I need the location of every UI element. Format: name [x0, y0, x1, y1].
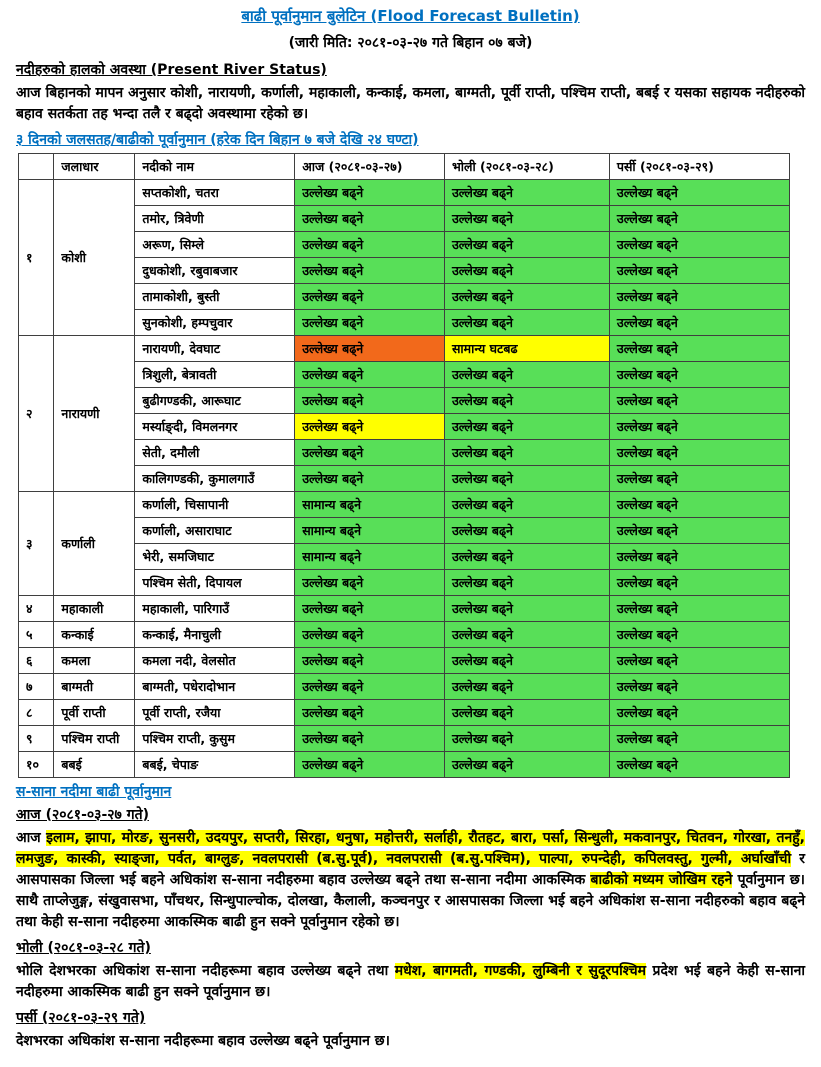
river-name-cell: सुनकोशी, हम्पचुवार	[135, 310, 295, 336]
basin-name-cell: पूर्वी राप्ती	[54, 700, 135, 726]
column-header-basin: जलाधार	[54, 154, 135, 180]
forecast-cell: उल्लेख्य बढ्ने	[609, 180, 789, 206]
forecast-cell: उल्लेख्य बढ्ने	[609, 648, 789, 674]
forecast-cell: उल्लेख्य बढ्ने	[295, 570, 445, 596]
forecast-cell: उल्लेख्य बढ्ने	[609, 518, 789, 544]
basin-sn-cell: १०	[19, 752, 54, 778]
river-name-cell: बाग्मती, पधेरादोभान	[135, 674, 295, 700]
plain-text: प्रदेश भई बहने केही स-साना नदीहरुमा आकस्मिक बाढी हुन सक्ने पूर्वानुमान छ।	[16, 963, 806, 1000]
basin-name-cell: बाग्मती	[54, 674, 135, 700]
forecast-cell: सामान्य बढ्ने	[295, 492, 445, 518]
forecast-cell: उल्लेख्य बढ्ने	[295, 674, 445, 700]
present-status-paragraph: आज बिहानको मापन अनुसार कोशी, नारायणी, कर्णाली, महाकाली, कन्काई, कमला, बाग्मती, पूर्वी राप्ती, पश्चिम राप्ती, बबई र यसका सहायक नदीहरुको बहाव सतर्कता तह भन्दा तलै र बढ्दो अवस्थामा रहेको छ।	[16, 85, 805, 122]
table-row	[19, 258, 790, 284]
forecast-cell: उल्लेख्य बढ्ने	[444, 544, 609, 570]
forecast-cell: सामान्य बढ्ने	[295, 518, 445, 544]
forecast-cell: उल्लेख्य बढ्ने	[609, 674, 789, 700]
basin-name-cell: बबई	[54, 752, 135, 778]
forecast-cell: उल्लेख्य बढ्ने	[295, 726, 445, 752]
forecast-cell: उल्लेख्य बढ्ने	[609, 700, 789, 726]
forecast-cell: उल्लेख्य बढ्ने	[444, 674, 609, 700]
river-name-cell: दुधकोशी, रबुवाबजार	[135, 258, 295, 284]
river-name-cell: अरूण, सिम्ले	[135, 232, 295, 258]
forecast-cell: उल्लेख्य बढ्ने	[295, 180, 445, 206]
table-row	[19, 648, 790, 674]
river-name-cell: कालिगण्डकी, कुमालगाउँ	[135, 466, 295, 492]
basin-name-cell: पश्चिम राप्ती	[54, 726, 135, 752]
forecast-cell: उल्लेख्य बढ्ने	[295, 284, 445, 310]
forecast-cell: उल्लेख्य बढ्ने	[609, 310, 789, 336]
forecast-cell: उल्लेख्य बढ्ने	[444, 258, 609, 284]
forecast-cell: उल्लेख्य बढ्ने	[444, 700, 609, 726]
forecast-cell: उल्लेख्य बढ्ने	[295, 440, 445, 466]
forecast-cell: उल्लेख्य बढ्ने	[444, 466, 609, 492]
basin-name-cell: कमला	[54, 648, 135, 674]
forecast-cell: उल्लेख्य बढ्ने	[609, 284, 789, 310]
small-rivers-heading: स-साना नदीमा बाढी पूर्वानुमान	[16, 784, 172, 800]
forecast-cell: उल्लेख्य बढ्ने	[444, 492, 609, 518]
river-name-cell: सप्तकोशी, चतरा	[135, 180, 295, 206]
highlighted-text: मधेश, बागमती, गण्डकी, लुम्बिनी र सुदूरपश्चिम	[394, 963, 646, 979]
river-name-cell: भेरी, समजिघाट	[135, 544, 295, 570]
forecast-cell: उल्लेख्य बढ्ने	[444, 232, 609, 258]
forecast-table-header-row	[19, 154, 790, 180]
forecast-cell: उल्लेख्य बढ्ने	[609, 388, 789, 414]
forecast-cell: उल्लेख्य बढ्ने	[444, 414, 609, 440]
table-row	[19, 570, 790, 596]
forecast-cell: उल्लेख्य बढ्ने	[444, 648, 609, 674]
river-name-cell: सेती, दमौली	[135, 440, 295, 466]
basin-sn-cell: ६	[19, 648, 54, 674]
forecast-cell: सामान्य बढ्ने	[295, 544, 445, 570]
table-row	[19, 440, 790, 466]
column-header-tomorrow: भोली (२०८१-०३-२८)	[444, 154, 609, 180]
forecast-cell: उल्लेख्य बढ्ने	[444, 362, 609, 388]
basin-name-cell: कोशी	[54, 180, 135, 336]
river-name-cell: पश्चिम सेती, दिपायल	[135, 570, 295, 596]
basin-sn-cell: ८	[19, 700, 54, 726]
column-header-sn	[19, 154, 54, 180]
river-name-cell: कर्णाली, चिसापानी	[135, 492, 295, 518]
forecast-cell: उल्लेख्य बढ्ने	[295, 232, 445, 258]
issued-date-line: (जारी मिति: २०८१-०३-२७ गते बिहान ०७ बजे)	[288, 35, 533, 51]
basin-sn-cell: २	[19, 336, 54, 492]
forecast-cell: उल्लेख्य बढ्ने	[295, 388, 445, 414]
forecast-cell: उल्लेख्य बढ्ने	[444, 284, 609, 310]
river-name-cell: त्रिशुली, बेत्रावती	[135, 362, 295, 388]
river-name-cell: नारायणी, देवघाट	[135, 336, 295, 362]
forecast-cell: उल्लेख्य बढ्ने	[609, 752, 789, 778]
forecast-cell: उल्लेख्य बढ्ने	[609, 622, 789, 648]
river-name-cell: कर्णाली, असाराघाट	[135, 518, 295, 544]
forecast-table-body	[19, 180, 790, 778]
plain-text: आज	[16, 830, 47, 846]
river-name-cell: कमला नदी, वेलसोत	[135, 648, 295, 674]
table-row	[19, 284, 790, 310]
forecast-cell: उल्लेख्य बढ्ने	[444, 440, 609, 466]
river-name-cell: बुढीगण्डकी, आरूघाट	[135, 388, 295, 414]
river-name-cell: तामाकोशी, बुस्ती	[135, 284, 295, 310]
forecast-cell: उल्लेख्य बढ्ने	[609, 492, 789, 518]
river-name-cell: मर्स्याङ्दी, विमलनगर	[135, 414, 295, 440]
forecast-table	[18, 153, 790, 778]
forecast-cell: उल्लेख्य बढ्ने	[444, 206, 609, 232]
table-row	[19, 362, 790, 388]
forecast-cell: उल्लेख्य बढ्ने	[609, 206, 789, 232]
basin-sn-cell: १	[19, 180, 54, 336]
tomorrow-paragraph	[16, 961, 805, 1003]
forecast-cell: उल्लेख्य बढ्ने	[444, 570, 609, 596]
table-row	[19, 232, 790, 258]
forecast-cell: उल्लेख्य बढ्ने	[444, 752, 609, 778]
table-row	[19, 336, 790, 362]
basin-sn-cell: ९	[19, 726, 54, 752]
forecast-cell: उल्लेख्य बढ्ने	[444, 596, 609, 622]
forecast-cell: उल्लेख्य बढ्ने	[295, 362, 445, 388]
basin-sn-cell: ७	[19, 674, 54, 700]
forecast-cell: उल्लेख्य बढ्ने	[295, 414, 445, 440]
plain-text: भोलि देशभरका अधिकांश स-साना नदीहरूमा बहाव उल्लेख्य बढ्ने तथा	[16, 963, 395, 979]
present-status-heading: नदीहरुको हालको अवस्था (Present River Status)	[16, 62, 327, 78]
river-name-cell: बबई, चेपाङ	[135, 752, 295, 778]
table-row	[19, 388, 790, 414]
table-row	[19, 466, 790, 492]
forecast-cell: उल्लेख्य बढ्ने	[295, 622, 445, 648]
table-row	[19, 518, 790, 544]
basin-name-cell: कन्काई	[54, 622, 135, 648]
river-name-cell: तमोर, त्रिवेणी	[135, 206, 295, 232]
forecast-cell: उल्लेख्य बढ्ने	[444, 622, 609, 648]
plain-text: र आसपासका जिल्ला भई बहने अधिकांश स-साना नदीहरुमा बहाव उल्लेख्य बढ्ने तथा स-साना नदीमा आकस्मिक	[16, 851, 805, 888]
forecast-cell: उल्लेख्य बढ्ने	[295, 752, 445, 778]
table-row	[19, 492, 790, 518]
forecast-cell: उल्लेख्य बढ्ने	[609, 232, 789, 258]
forecast-cell: उल्लेख्य बढ्ने	[295, 310, 445, 336]
forecast-cell: उल्लेख्य बढ्ने	[444, 726, 609, 752]
basin-sn-cell: ५	[19, 622, 54, 648]
dayafter-paragraph: देशभरका अधिकांश स-साना नदीहरूमा बहाव उल्लेख्य बढ्ने पूर्वानुमान छ।	[16, 1033, 390, 1049]
table-row	[19, 726, 790, 752]
highlighted-text: इलाम, झापा, मोरङ, सुनसरी, उदयपुर, सप्तरी, सिरहा, धनुषा, महोत्तरी, सर्लाही, रौतहट, बारा, पर्सा, सिन्धुली, मकवानपुर, चितवन, गोरखा, तनहुँ, लमजुङ, कास्की, स्याङ्जा, पर्वत, बाग्लुङ, नवलपरासी (ब.सु.पूर्व), नवलपरासी (ब.सु.पश्चिम), पाल्पा, रुपन्देही, कपिलवस्तु, गुल्मी, अर्घाखाँची	[16, 830, 805, 867]
forecast-cell: उल्लेख्य बढ्ने	[295, 648, 445, 674]
table-row	[19, 310, 790, 336]
table-row	[19, 180, 790, 206]
column-header-dayafter: पर्सी (२०८१-०३-२९)	[609, 154, 789, 180]
forecast-cell: उल्लेख्य बढ्ने	[609, 362, 789, 388]
table-row	[19, 622, 790, 648]
forecast-cell: उल्लेख्य बढ्ने	[609, 544, 789, 570]
table-row	[19, 414, 790, 440]
forecast-cell: उल्लेख्य बढ्ने	[295, 258, 445, 284]
tomorrow-heading: भोली (२०८१-०३-२८ गते)	[16, 940, 151, 956]
basin-name-cell: कर्णाली	[54, 492, 135, 596]
forecast-cell: उल्लेख्य बढ्ने	[609, 570, 789, 596]
page-title: बाढी पूर्वानुमान बुलेटिन (Flood Forecast Bulletin)	[241, 7, 580, 25]
table-row	[19, 544, 790, 570]
table-row	[19, 206, 790, 232]
river-name-cell: पश्चिम राप्ती, कुसुम	[135, 726, 295, 752]
forecast-cell: उल्लेख्य बढ्ने	[444, 180, 609, 206]
column-header-river: नदीको नाम	[135, 154, 295, 180]
forecast-cell: सामान्य घटबढ	[444, 336, 609, 362]
table-row	[19, 596, 790, 622]
table-row	[19, 752, 790, 778]
river-name-cell: पूर्वी राप्ती, रजैया	[135, 700, 295, 726]
forecast-cell: उल्लेख्य बढ्ने	[609, 726, 789, 752]
table-row	[19, 674, 790, 700]
forecast-cell: उल्लेख्य बढ्ने	[609, 596, 789, 622]
forecast-cell: उल्लेख्य बढ्ने	[295, 206, 445, 232]
forecast-cell: उल्लेख्य बढ्ने	[609, 440, 789, 466]
dayafter-heading: पर्सी (२०८१-०३-२९ गते)	[16, 1010, 146, 1026]
column-header-today: आज (२०८१-०३-२७)	[295, 154, 445, 180]
today-heading: आज (२०८१-०३-२७ गते)	[16, 807, 149, 823]
forecast-cell: उल्लेख्य बढ्ने	[444, 518, 609, 544]
today-paragraph	[16, 828, 805, 933]
river-name-cell: कन्काई, मैनाचुली	[135, 622, 295, 648]
table-row	[19, 700, 790, 726]
highlighted-text: बाढीको मध्यम जोखिम रहने	[590, 872, 733, 888]
forecast-cell: उल्लेख्य बढ्ने	[295, 466, 445, 492]
forecast-cell: उल्लेख्य बढ्ने	[295, 596, 445, 622]
forecast-cell: उल्लेख्य बढ्ने	[609, 414, 789, 440]
forecast-cell: उल्लेख्य बढ्ने	[444, 388, 609, 414]
plain-text: पूर्वानुमान छ। साथै ताप्लेजुङ्ग, संखुवासभा, पाँचथर, सिन्धुपाल्चोक, दोलखा, कैलाली, कञ्चनपुर र आसपासका जिल्ला भई बहने अधिकांश स-साना नदीहरुको बहाव बढ्ने तथा केही स-साना नदीहरुमा आकस्मिक बाढी हुन सक्ने पूर्वानुमान रहेको छ।	[16, 872, 805, 930]
basin-name-cell: महाकाली	[54, 596, 135, 622]
forecast-cell: उल्लेख्य बढ्ने	[444, 310, 609, 336]
basin-sn-cell: ४	[19, 596, 54, 622]
forecast-cell: उल्लेख्य बढ्ने	[295, 700, 445, 726]
forecast-cell: उल्लेख्य बढ्ने	[609, 258, 789, 284]
forecast-cell: उल्लेख्य बढ्ने	[609, 466, 789, 492]
forecast-cell: उल्लेख्य बढ्ने	[609, 336, 789, 362]
river-name-cell: महाकाली, पारिगाउँ	[135, 596, 295, 622]
forecast-table-heading: ३ दिनको जलसतह/बाढीको पूर्वानुमान (हरेक दिन बिहान ७ बजे देखि २४ घण्टा)	[16, 132, 419, 148]
basin-sn-cell: ३	[19, 492, 54, 596]
basin-name-cell: नारायणी	[54, 336, 135, 492]
forecast-cell: उल्लेख्य बढ्ने	[295, 336, 445, 362]
